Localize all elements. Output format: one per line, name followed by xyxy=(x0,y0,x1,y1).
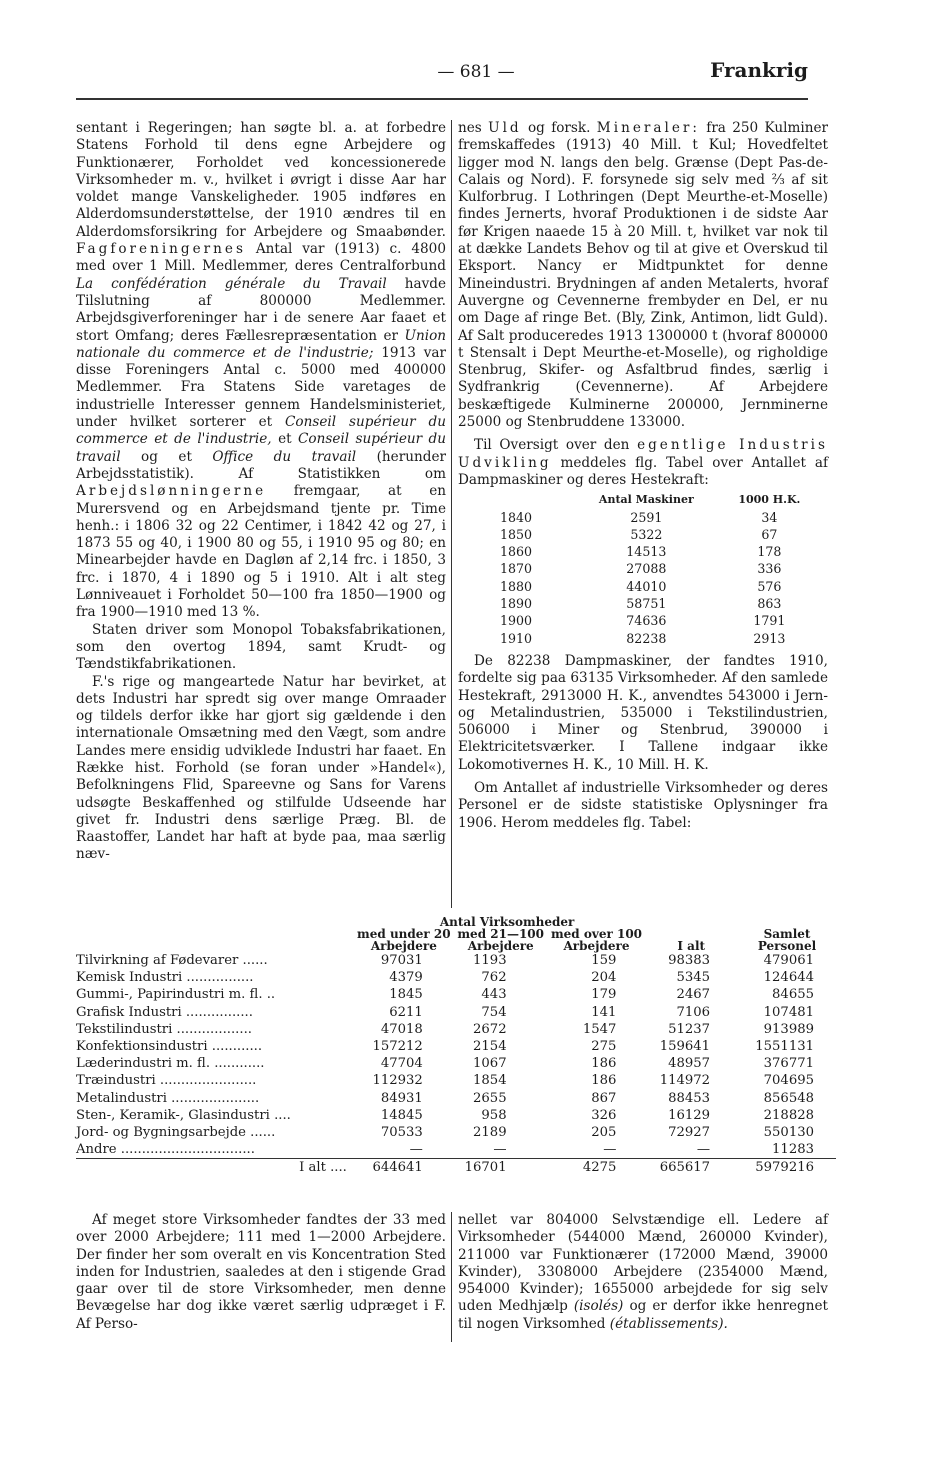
value-cell: 112932 xyxy=(372,1073,423,1089)
paragraph xyxy=(76,120,446,622)
text: og er derfor ikke henregnet til nogen Virksomhed xyxy=(458,1298,829,1332)
page-title: Frankrig xyxy=(710,58,808,82)
spaced-term: Fagforeningernes xyxy=(76,241,246,258)
table-row xyxy=(458,526,818,543)
italic-term: (isolés) xyxy=(573,1298,624,1315)
italic-term: Conseil supérieur du travail xyxy=(76,431,447,465)
value-cell: 443 xyxy=(481,987,507,1003)
column-header: med 21—100 Arbejdere xyxy=(457,927,545,953)
value-cell: 124644 xyxy=(763,970,814,986)
value-cell: 27088 xyxy=(626,561,667,577)
value-cell: 4379 xyxy=(389,970,423,986)
total-label: I alt .... xyxy=(76,1159,355,1177)
industry-name-cell: Konfektionsindustri ............ xyxy=(76,1039,263,1055)
text: (herunder Arbejdsstatistik). Af Statistikken om xyxy=(76,448,446,482)
paragraph: F.'s rige og mangeartede Natur har bevirket, at dets Industri har spredt sig over mange Omraader og tildels derfor ikke har gjort sig gældende i den internationale Omsætning med den Vægt, som andre Landes mere ensidig udviklede Industri har faaet. En Række hist. Forhold (se foran under »Handel«), Befolkningens Flid, Spareevne og Sans for Varens udsøgte Beskaffenhed og stilfulde Udseende har givet fr. Industri dens særlige Præg. Bl. de Raastoffer, Landet har haft at byde paa, maa særlig næv- xyxy=(76,673,446,863)
table-row xyxy=(76,1107,836,1124)
value-cell: 34 xyxy=(761,509,778,525)
column-header: Antal Maskiner xyxy=(598,493,694,507)
value-cell: 74636 xyxy=(626,613,667,629)
industry-name-cell: Træindustri ....................... xyxy=(76,1073,257,1089)
value-cell: 479061 xyxy=(763,953,814,968)
value-cell: 5322 xyxy=(630,526,663,542)
value-cell: 1547 xyxy=(582,1021,617,1037)
spaced-term: egentlige Industris Udvikling xyxy=(458,437,828,471)
value-cell: 14513 xyxy=(626,544,667,560)
value-cell: 204 xyxy=(591,970,617,986)
value-cell: — xyxy=(493,1142,507,1158)
industry-name-cell: Gummi-, Papirindustri m. fl. .. xyxy=(76,987,276,1003)
table-row xyxy=(76,1124,836,1141)
text: meddeles flg. Tabel over Antallet af Dampmaskiner og deres Hestekraft: xyxy=(458,454,828,488)
value-cell: 205 xyxy=(591,1125,617,1141)
italic-term: (établissements). xyxy=(609,1315,728,1332)
paragraph xyxy=(458,1212,828,1333)
value-cell: 275 xyxy=(591,1039,617,1055)
total-value-cell: 665617 xyxy=(644,1159,738,1177)
italic-term: Conseil supérieur du commerce et de l'industrie, xyxy=(76,414,447,448)
right-column xyxy=(458,120,828,832)
text: sentant i Regeringen; han søgte bl. a. at forbedre Statens Forhold til dens egne Arbejdere og Funktionærer, Forholdet ved koncessionerede Virksomheder m. v., hvilket i øvrigt i disse Aar har voldet mange Vanskeligheder. 1905 indføres en Alderdomsunderstøttelse, der 1910 ændres til en Alderdomsforsikring for Arbejdere og Smaabønder. xyxy=(76,120,446,240)
total-value-cell: 644641 xyxy=(355,1159,453,1177)
value-cell: 2154 xyxy=(473,1039,507,1055)
table-row xyxy=(458,509,818,526)
bottom-left-column xyxy=(76,1212,446,1333)
value-cell: 88453 xyxy=(668,1090,711,1106)
page-number: — 681 — xyxy=(437,62,515,82)
total-value-cell: 5979216 xyxy=(738,1159,836,1177)
industry-name-cell: Grafisk Industri ................ xyxy=(76,1004,253,1020)
text: fra 250 Kulminer fremskaffedes (1913) 40 Mill. t Kul; Hovedfeltet ligger mod N. langs den belg. Grænse (Dept Pas-de-Calais og Nord). F. forsynede sig selv med ⅔ af sit Kulforbrug. I Lothringen (Dept Meurthe-et-Moselle) findes Jernerts, hvoraf Produktionen i de sidste Aar før Krigen naaede 15 à 20 Mill. t, hvilket var nok til at dække Landets Behov og til at give et Overskud til Eksport. Nancy er Midtpunktet for denne Mineindustri. Brydningen af anden Metalerts, hvoraf Auvergne og Cevennerne frembyder en Del, er nu om Dage af ringe Bet. (Bly, Zink, Antimon, lidt Guld). Af Salt produceredes 1913 1300000 t (hvoraf 800000 t Stensalt i Dept Meurthe-et-Moselle), og righoldige Stenbrug, Skifer- og Asfaltbrud findes, særlig i Sydfrankrig (Cevennerne). Af Arbejdere beskæftigede Kulminerne 200000, Jernminerne 25000 og Stenbruddene 133000. xyxy=(458,120,829,431)
value-cell: — xyxy=(603,1142,617,1158)
group-header: Antal Virksomheder xyxy=(439,915,575,929)
value-cell: 179 xyxy=(591,987,617,1003)
text: nellet var 804000 Selvstændige ell. Ledere af Virksomheder (544000 Mænd, 260000 Kvinder), 211000 var Funktionærer (172000 Mænd, 39000 Kvinder), 3308000 Arbejdere (2354000 Mænd, 954000 Kvinder); 1655000 arbejdede for sig selv uden Medhjælp xyxy=(458,1212,828,1315)
table-row xyxy=(458,560,818,577)
value-cell: 336 xyxy=(757,561,782,577)
value-cell: 7106 xyxy=(676,1004,711,1020)
value-cell: 11283 xyxy=(772,1142,814,1158)
value-cell: 2591 xyxy=(630,509,663,525)
value-cell: 326 xyxy=(591,1107,617,1123)
table-row xyxy=(76,1090,836,1107)
value-cell: 67 xyxy=(761,526,778,542)
table-row xyxy=(458,595,818,612)
text: nes xyxy=(458,120,482,136)
industry-name-cell: Andre ................................ xyxy=(76,1142,255,1158)
total-value-cell: 4275 xyxy=(549,1159,645,1177)
industry-name-cell: Metalindustri ..................... xyxy=(76,1090,260,1106)
text: et xyxy=(278,431,292,448)
value-cell: 2913 xyxy=(753,630,786,646)
value-cell: 114972 xyxy=(659,1073,711,1089)
value-cell: 51237 xyxy=(668,1021,711,1037)
industry-name-cell: Læderindustri m. fl. ............ xyxy=(76,1056,265,1072)
text: havde Tilslutning af 800000 Medlemmer. Arbejdsgiverforeninger har i de senere Aar faaet et stort Omfang; deres Fællesrepræsentation er xyxy=(76,275,446,344)
table-row xyxy=(76,952,836,969)
value-cell: 2467 xyxy=(676,987,711,1003)
industry-name-cell: Tilvirkning af Fødevarer ...... xyxy=(76,953,268,968)
value-cell: 704695 xyxy=(763,1073,814,1089)
value-cell: 913989 xyxy=(763,1021,814,1037)
year-cell: 1840 xyxy=(500,509,533,525)
text: fremgaar, at en Murersvend og en Arbejdsmand tjente pr. Time henh.: i 1806 32 og 22 Centimer, i 1842 42 og 27, i 1873 55 og 40, i 1900 80 og 55, i 1910 95 og 80; en Minearbejder havde en Dagløn af 2,14 frc. i 1850, 3 frc. i 1870, 4 i 1890 og 5 i 1910. Alt i alt steg Lønniveauet i Forholdet 50—100 fra 1850—1900 og fra 1900—1910 med 13 %. xyxy=(76,483,446,621)
value-cell: 97031 xyxy=(380,953,423,968)
column-header: med under 20 Arbejdere xyxy=(357,927,451,953)
value-cell: 58751 xyxy=(626,596,667,612)
value-cell: 72927 xyxy=(668,1125,711,1141)
year-cell: 1870 xyxy=(500,561,533,577)
table-row xyxy=(76,1072,836,1089)
year-cell: 1860 xyxy=(500,544,533,560)
table-row xyxy=(76,1021,836,1038)
value-cell: 47018 xyxy=(380,1021,423,1037)
year-cell: 1850 xyxy=(500,526,533,542)
value-cell: 863 xyxy=(757,596,782,612)
italic-term: La confédération générale du Travail xyxy=(76,275,387,292)
value-cell: 159 xyxy=(591,953,617,968)
value-cell: — xyxy=(409,1142,423,1158)
year-cell: 1890 xyxy=(500,596,533,612)
page-header xyxy=(76,58,808,96)
value-cell: 1791 xyxy=(753,613,786,629)
text: Antal var (1913) c. 4800 med over 1 Mill. Medlemmer, deres Centralforbund xyxy=(76,241,446,275)
paragraph: Af meget store Virksomheder fandtes der 33 med over 2000 Arbejdere; 111 med 1—2000 Arbejdere. Der finder her som overalt en vis Koncentration Sted inden for Industrien, saaledes at den i stigende Grad gaar over til de store Virksomheder, men denne Bevægelse har dog ikke været særlig udpræget i F. Af Perso- xyxy=(76,1212,446,1332)
italic-term: Office du travail xyxy=(212,448,357,465)
value-cell: — xyxy=(696,1142,711,1158)
table-row xyxy=(458,612,818,629)
table-group-header-row xyxy=(76,916,836,928)
industry-table xyxy=(76,916,836,1177)
value-cell: 186 xyxy=(591,1073,617,1089)
text: og et xyxy=(141,448,192,465)
spaced-term: Arbejdslønningerne xyxy=(76,483,267,500)
value-cell: 958 xyxy=(481,1107,507,1123)
value-cell: 48957 xyxy=(668,1056,711,1072)
steam-engine-table xyxy=(458,491,818,647)
year-cell: 1900 xyxy=(500,613,533,629)
value-cell: 1854 xyxy=(473,1073,507,1089)
table-row xyxy=(458,578,818,595)
value-cell: 1845 xyxy=(389,987,423,1003)
table-header-row xyxy=(458,491,818,508)
table-row xyxy=(76,1141,836,1159)
text: og forsk. xyxy=(527,120,591,136)
value-cell: 867 xyxy=(591,1090,617,1106)
value-cell: 47704 xyxy=(380,1056,423,1072)
header-rule xyxy=(76,98,808,100)
value-cell: 178 xyxy=(757,544,782,560)
table-row xyxy=(76,969,836,986)
table-row xyxy=(76,1038,836,1055)
value-cell: 98383 xyxy=(668,953,711,968)
year-cell: 1880 xyxy=(500,578,533,594)
value-cell: 14845 xyxy=(380,1107,423,1123)
total-row xyxy=(76,1159,836,1177)
value-cell: 218828 xyxy=(763,1107,814,1123)
paragraph: Staten driver som Monopol Tobaksfabrikationen, som den overtog 1894, samt Krudt- og Tændstikfabrikationen. xyxy=(76,621,446,673)
column-header: Samlet Personel xyxy=(757,927,817,953)
industry-name-cell: Jord- og Bygningsarbejde ...... xyxy=(76,1125,276,1141)
value-cell: 376771 xyxy=(763,1056,814,1072)
table-row xyxy=(76,1004,836,1021)
value-cell: 6211 xyxy=(389,1004,423,1020)
spaced-term: Mineraler: xyxy=(596,120,700,136)
value-cell: 84655 xyxy=(772,987,814,1003)
value-cell: 84931 xyxy=(380,1090,423,1106)
table-row xyxy=(76,1055,836,1072)
value-cell: 576 xyxy=(757,578,782,594)
value-cell: 44010 xyxy=(626,578,667,594)
column-header: 1000 H.K. xyxy=(738,493,801,507)
table-row xyxy=(458,543,818,560)
value-cell: 762 xyxy=(481,970,507,986)
industry-name-cell: Tekstilindustri .................. xyxy=(76,1021,252,1037)
value-cell: 159641 xyxy=(659,1039,711,1055)
industry-name-cell: Kemisk Industri ................ xyxy=(76,970,254,986)
paragraph xyxy=(458,437,828,489)
value-cell: 157212 xyxy=(372,1039,423,1055)
paragraph xyxy=(458,120,828,431)
column-divider xyxy=(451,120,452,908)
value-cell: 2655 xyxy=(473,1090,507,1106)
spaced-term: Uld xyxy=(488,120,522,136)
industry-name-cell: Sten-, Keramik-, Glasindustri .... xyxy=(76,1107,291,1123)
table-header-row xyxy=(76,928,836,952)
total-value-cell: 16701 xyxy=(453,1159,549,1177)
value-cell: 754 xyxy=(481,1004,507,1020)
paragraph: De 82238 Dampmaskiner, der fandtes 1910, fordelte sig paa 63135 Virksomheder. Af den samlede Hestekraft, 2913000 H. K., anvendtes 543000 i Jern- og Metalindustrien, 535000 i Tekstilindustrien, 506000 i Miner og Stenbrud, 390000 i Elektricitetsværker. I Tallene indgaar ikke Lokomotivernes H. K., 10 Mill. H. K. xyxy=(458,652,828,773)
value-cell: 1551131 xyxy=(755,1039,814,1055)
text: Til Oversigt over den xyxy=(474,437,630,454)
italic-term: Union nationale du commerce et de l'industrie; xyxy=(76,327,447,361)
value-cell: 1193 xyxy=(473,953,507,968)
value-cell: 16129 xyxy=(668,1107,711,1123)
value-cell: 550130 xyxy=(763,1125,814,1141)
value-cell: 107481 xyxy=(763,1004,814,1020)
value-cell: 856548 xyxy=(763,1090,814,1106)
value-cell: 1067 xyxy=(473,1056,507,1072)
bottom-right-column xyxy=(458,1212,828,1333)
column-header: med over 100 Arbejdere xyxy=(550,927,643,953)
value-cell: 2672 xyxy=(473,1021,507,1037)
value-cell: 82238 xyxy=(626,630,667,646)
paragraph: Om Antallet af industrielle Virksomheder og deres Personel er de sidste statistiske Oplysninger fra 1906. Herom meddeles flg. Tabel: xyxy=(458,779,828,831)
table-row xyxy=(458,630,818,647)
left-column xyxy=(76,120,446,864)
table-row xyxy=(76,986,836,1003)
value-cell: 186 xyxy=(591,1056,617,1072)
year-cell: 1910 xyxy=(500,630,533,646)
column-header: I alt xyxy=(677,939,706,953)
column-header xyxy=(458,491,572,508)
value-cell: 70533 xyxy=(380,1125,423,1141)
column-divider xyxy=(451,1212,452,1342)
value-cell: 5345 xyxy=(676,970,711,986)
text: 1913 var disse Foreningers Antal c. 5000 med 400000 Medlemmer. Fra Statens Side varetages de industrielle Interesser gennem Handelsministeriet, under hvilket sorterer et xyxy=(76,344,446,431)
value-cell: 141 xyxy=(591,1004,617,1020)
value-cell: 2189 xyxy=(473,1125,507,1141)
